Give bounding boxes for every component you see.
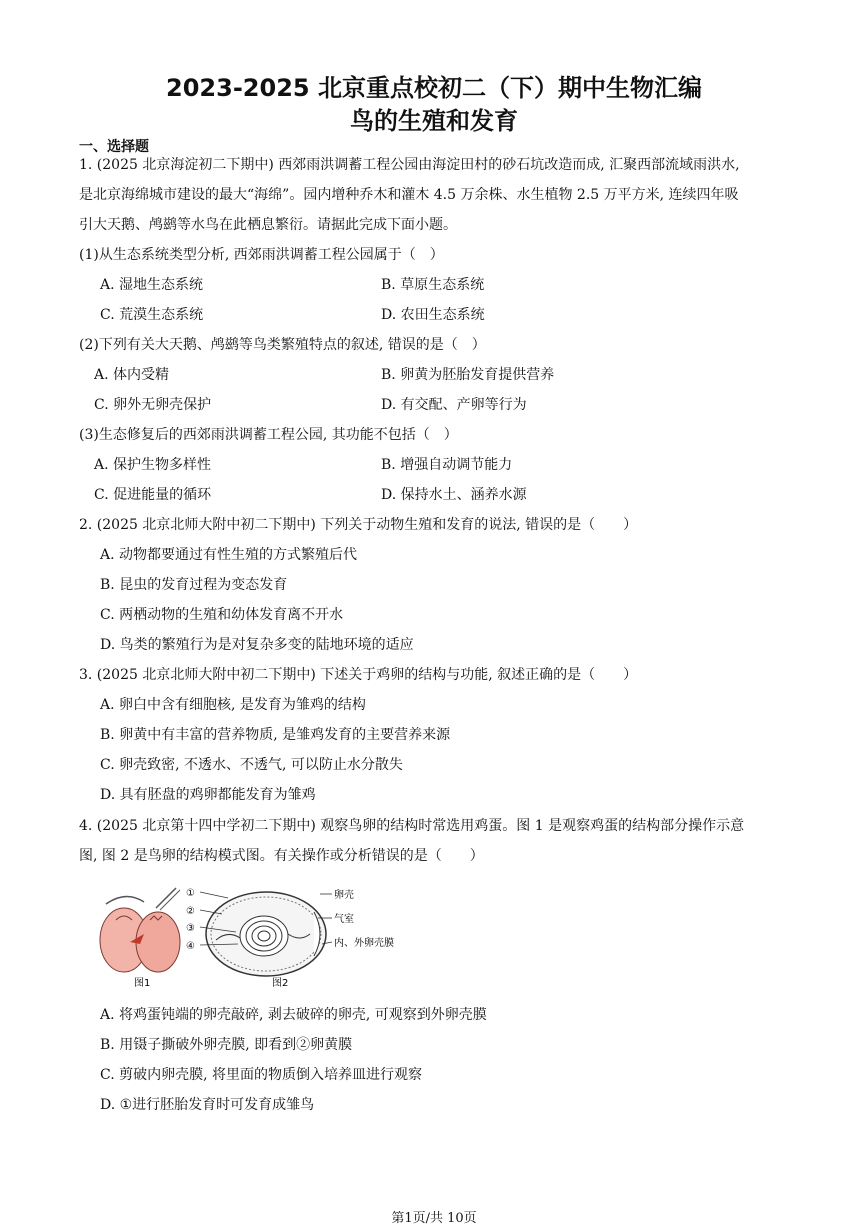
q1-sub3-option-b[interactable]: B. 增强自动调节能力 [381, 457, 513, 473]
q1-sub1-stem: (1)从生态系统类型分析, 西郊雨洪调蓄工程公园属于（ ） [79, 247, 444, 263]
document-subtitle: 鸟的生殖和发育 [350, 107, 518, 135]
q1-sub1-option-b[interactable]: B. 草原生态系统 [381, 277, 485, 293]
fig2-egg-diagram [200, 892, 332, 976]
q1-stem-line-2: 是北京海绵城市建设的最大“海绵”。园内增种乔木和灌木 4.5 万余株、水生植物 2.5 万平方米, 连续四年吸 [79, 187, 739, 203]
q1-sub1-option-d[interactable]: D. 农田生态系统 [381, 307, 485, 323]
q1-sub3-option-d[interactable]: D. 保持水土、涵养水源 [381, 487, 527, 503]
q1-sub1-option-c[interactable]: C. 荒漠生态系统 [100, 307, 204, 323]
q4-stem-line-1: 4. (2025 北京第十四中学初二下期中) 观察鸟卵的结构时常选用鸡蛋。图 1 是观察鸡蛋的结构部分操作示意 [79, 818, 745, 834]
q1-sub3-option-a[interactable]: A. 保护生物多样性 [94, 457, 212, 473]
marker-3: ③ [186, 923, 195, 934]
q1-sub3-option-c[interactable]: C. 促进能量的循环 [94, 487, 212, 503]
egg-figure-svg [96, 882, 426, 994]
fig1-egg-illustration [100, 888, 180, 972]
q1-sub1-option-a[interactable]: A. 湿地生态系统 [100, 277, 204, 293]
q3-stem: 3. (2025 北京北师大附中初二下期中) 下述关于鸡卵的结构与功能, 叙述正确的是（ ） [79, 667, 638, 683]
q1-sub2-stem: (2)下列有关大天鹅、鸬鹚等鸟类繁殖特点的叙述, 错误的是（ ） [79, 337, 486, 353]
fig1-caption: 图1 [134, 978, 151, 989]
q2-stem: 2. (2025 北京北师大附中初二下期中) 下列关于动物生殖和发育的说法, 错误的是（ ） [79, 517, 638, 533]
q2-option-b[interactable]: B. 昆虫的发育过程为变态发育 [100, 577, 288, 593]
q1-sub2-option-d[interactable]: D. 有交配、产卵等行为 [381, 397, 527, 413]
q4-option-b[interactable]: B. 用镊子撕破外卵壳膜, 即看到②卵黄膜 [100, 1037, 353, 1053]
label-air-cell: 气室 [334, 914, 354, 925]
q2-option-d[interactable]: D. 鸟类的繁殖行为是对复杂多变的陆地环境的适应 [100, 637, 414, 653]
q2-option-c[interactable]: C. 两栖动物的生殖和幼体发育离不开水 [100, 607, 344, 623]
q3-option-c[interactable]: C. 卵壳致密, 不透水、不透气, 可以防止水分散失 [100, 757, 403, 773]
q3-option-d[interactable]: D. 具有胚盘的鸡卵都能发育为雏鸡 [100, 787, 316, 803]
document-title: 2023-2025 北京重点校初二（下）期中生物汇编 [166, 74, 702, 102]
q1-stem-line-3: 引大天鹅、鸬鹚等水鸟在此栖息繁衍。请据此完成下面小题。 [79, 217, 457, 233]
q3-option-b[interactable]: B. 卵黄中有丰富的营养物质, 是雏鸡发育的主要营养来源 [100, 727, 451, 743]
marker-1: ① [186, 888, 195, 899]
marker-2: ② [186, 906, 195, 917]
q1-sub3-stem: (3)生态修复后的西郊雨洪调蓄工程公园, 其功能不包括（ ） [79, 427, 458, 443]
fig2-caption: 图2 [272, 978, 289, 989]
egg-structure-figure [96, 882, 426, 994]
q1-stem-line-1: 1. (2025 北京海淀初二下期中) 西郊雨洪调蓄工程公园由海淀田村的砂石坑改造而成, 汇聚西部流域雨洪水, [79, 157, 740, 173]
q1-sub2-option-c[interactable]: C. 卵外无卵壳保护 [94, 397, 212, 413]
q4-option-c[interactable]: C. 剪破内卵壳膜, 将里面的物质倒入培养皿进行观察 [100, 1067, 423, 1083]
marker-4: ④ [186, 941, 195, 952]
q4-stem-line-2: 图, 图 2 是鸟卵的结构模式图。有关操作或分析错误的是（ ） [79, 848, 484, 864]
label-shell-membranes: 内、外卵壳膜 [334, 938, 394, 949]
q2-option-a[interactable]: A. 动物都要通过有性生殖的方式繁殖后代 [100, 547, 358, 563]
q1-sub2-option-b[interactable]: B. 卵黄为胚胎发育提供营养 [381, 367, 555, 383]
page-footer: 第1页/共 10页 [391, 1211, 477, 1226]
q4-option-a[interactable]: A. 将鸡蛋钝端的卵壳敲碎, 剥去破碎的卵壳, 可观察到外卵壳膜 [100, 1007, 487, 1023]
section-heading: 一、选择题 [79, 139, 149, 155]
q4-option-d[interactable]: D. ①进行胚胎发育时可发育成雏鸟 [100, 1097, 315, 1113]
q1-sub2-option-a[interactable]: A. 体内受精 [94, 367, 170, 383]
q3-option-a[interactable]: A. 卵白中含有细胞核, 是发育为雏鸡的结构 [100, 697, 366, 713]
label-shell: 卵壳 [334, 890, 354, 901]
